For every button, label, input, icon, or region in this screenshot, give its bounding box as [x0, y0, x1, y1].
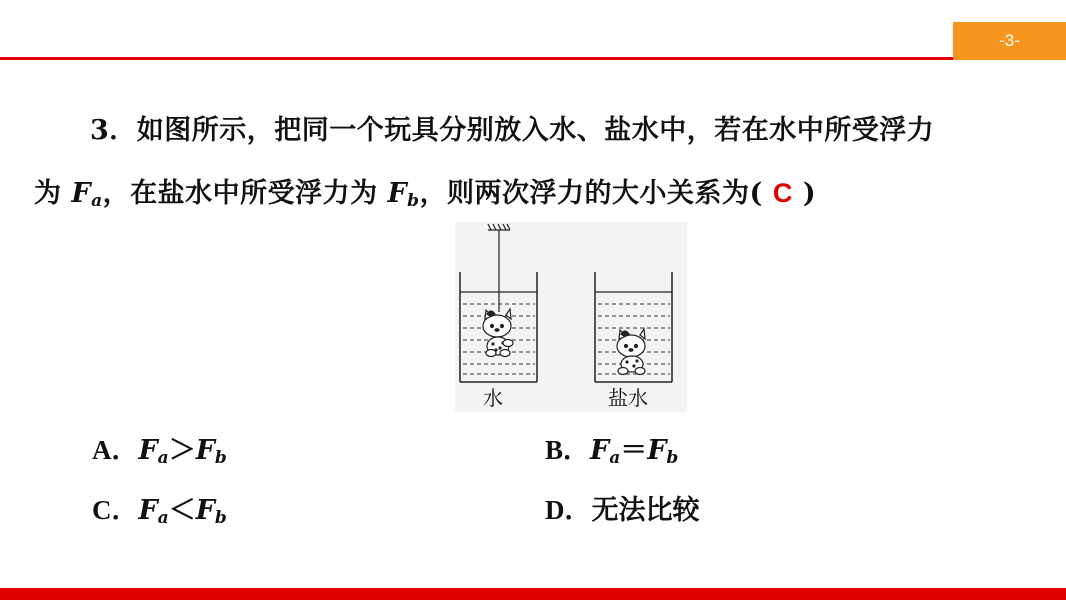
question-text-2a: 为: [34, 178, 72, 209]
var-f: F: [647, 435, 667, 466]
sub-b: b: [214, 508, 227, 528]
option-c-letter: C．: [92, 495, 139, 525]
footer-red-bar: [0, 588, 1066, 600]
var-f: F: [138, 435, 158, 466]
close-paren: ): [802, 178, 817, 209]
option-c[interactable]: [92, 488, 227, 528]
variable-fb: [388, 178, 420, 209]
option-b-fa: [590, 435, 620, 466]
question-text-2c: ，则两次浮力的大小关系为(: [419, 178, 763, 209]
option-c-fa: [139, 495, 169, 526]
question-line-1: [34, 100, 1044, 162]
question-text-2b: ，在盐水中所受浮力为: [102, 178, 388, 209]
var-f: F: [71, 178, 92, 209]
var-f: F: [195, 495, 215, 526]
sub-b: b: [666, 448, 679, 468]
var-f: F: [138, 495, 158, 526]
option-b-fb: [647, 435, 678, 466]
option-a-letter: A．: [92, 435, 139, 465]
option-c-fb: [196, 495, 227, 526]
option-d-letter: D．: [545, 495, 592, 525]
sub-b: b: [407, 191, 420, 211]
sub-a: a: [157, 508, 169, 528]
question-number: 3: [90, 115, 110, 146]
option-b[interactable]: [545, 428, 678, 468]
buoyancy-figure: [455, 222, 687, 412]
answer-mark: C: [772, 178, 793, 208]
sub-a: a: [157, 448, 169, 468]
option-b-letter: B．: [545, 435, 591, 465]
sub-a: a: [91, 191, 103, 211]
question-stem: [34, 100, 1044, 232]
option-a[interactable]: [92, 428, 227, 468]
option-d[interactable]: [545, 488, 700, 527]
sub-a: a: [609, 448, 621, 468]
option-c-relation: ＜: [168, 495, 196, 526]
option-b-relation: ＝: [620, 435, 648, 466]
var-f: F: [387, 178, 408, 209]
option-a-relation: ＞: [168, 435, 196, 466]
option-d-text: 无法比较: [591, 495, 700, 526]
variable-fa: [71, 178, 102, 209]
header-divider-line: [0, 57, 958, 60]
sub-b: b: [214, 448, 227, 468]
option-a-fa: [139, 435, 169, 466]
var-f: F: [195, 435, 215, 466]
var-f: F: [590, 435, 610, 466]
option-a-fb: [196, 435, 227, 466]
salt-water-label: 盐水: [608, 386, 648, 410]
page-number: -3-: [999, 31, 1020, 50]
question-text-1: ．如图所示，把同一个玩具分别放入水、盐水中，若在水中所受浮力: [109, 115, 935, 146]
toy-icon-right: [617, 329, 645, 375]
water-label: 水: [483, 386, 503, 410]
page-number-tab: [953, 22, 1066, 60]
toy-icon-left: [483, 309, 513, 357]
